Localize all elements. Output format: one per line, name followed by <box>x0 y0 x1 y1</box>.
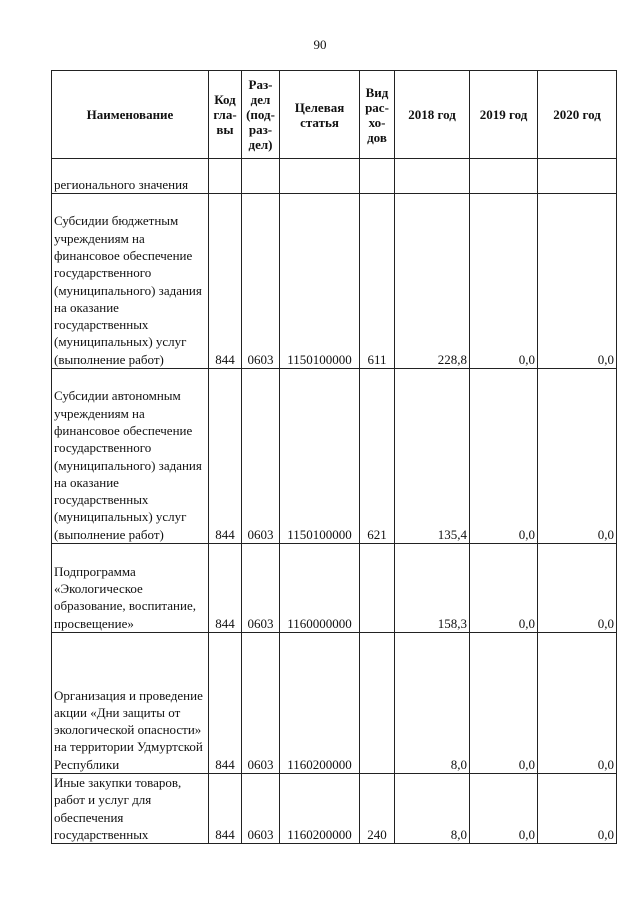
row-2019 <box>470 159 538 194</box>
header-year-2019: 2019 год <box>470 71 538 159</box>
row-2020: 0,0 <box>538 369 617 544</box>
row-2018: 8,0 <box>395 633 470 774</box>
row-section: 0603 <box>242 544 280 633</box>
header-section: Раз-дел (под-раз-дел) <box>242 71 280 159</box>
row-section: 0603 <box>242 633 280 774</box>
row-name: Организация и проведение акции «Дни защиты от экологической опасности» на территории Удмуртской Республики <box>52 633 209 774</box>
row-chapter: 844 <box>209 544 242 633</box>
table-header-row <box>52 71 617 159</box>
table-row <box>52 369 617 544</box>
row-2020: 0,0 <box>538 544 617 633</box>
row-expense-type <box>360 633 395 774</box>
table-row <box>52 194 617 369</box>
row-2019: 0,0 <box>470 544 538 633</box>
row-2020: 0,0 <box>538 194 617 369</box>
page-number: 90 <box>313 37 327 52</box>
row-2019: 0,0 <box>470 633 538 774</box>
row-2020: 0,0 <box>538 633 617 774</box>
header-expense-type: Вид рас-хо-дов <box>360 71 395 159</box>
row-section: 0603 <box>242 774 280 844</box>
row-chapter <box>209 159 242 194</box>
row-section: 0603 <box>242 194 280 369</box>
row-target: 1160200000 <box>280 774 360 844</box>
header-chapter-code: Код гла-вы <box>209 71 242 159</box>
row-name: Иные закупки товаров, работ и услуг для обеспечения государственных <box>52 774 209 844</box>
budget-table <box>51 70 617 844</box>
row-target: 1160000000 <box>280 544 360 633</box>
row-name: Подпрограмма «Экологическое образование, воспитание, просвещение» <box>52 544 209 633</box>
row-chapter: 844 <box>209 369 242 544</box>
table-row <box>52 633 617 774</box>
row-2018: 158,3 <box>395 544 470 633</box>
row-2019: 0,0 <box>470 774 538 844</box>
row-2018 <box>395 159 470 194</box>
row-chapter: 844 <box>209 774 242 844</box>
row-2018: 135,4 <box>395 369 470 544</box>
row-name: регионального значения <box>52 159 209 194</box>
row-2020 <box>538 159 617 194</box>
table-row <box>52 774 617 844</box>
row-2019: 0,0 <box>470 369 538 544</box>
table-row <box>52 159 617 194</box>
header-year-2018: 2018 год <box>395 71 470 159</box>
row-target <box>280 159 360 194</box>
row-chapter: 844 <box>209 194 242 369</box>
row-name: Субсидии автономным учреждениям на финансовое обеспечение государственного (муниципального) задания на оказание государственных (муниципальных) услуг (выполнение работ) <box>52 369 209 544</box>
row-2018: 8,0 <box>395 774 470 844</box>
row-2019: 0,0 <box>470 194 538 369</box>
row-expense-type: 611 <box>360 194 395 369</box>
row-target: 1160200000 <box>280 633 360 774</box>
row-expense-type <box>360 544 395 633</box>
row-expense-type: 240 <box>360 774 395 844</box>
row-name: Субсидии бюджетным учреждениям на финансовое обеспечение государственного (муниципального) задания на оказание государственных (муниципальных) услуг (выполнение работ) <box>52 194 209 369</box>
row-expense-type: 621 <box>360 369 395 544</box>
row-target: 1150100000 <box>280 194 360 369</box>
header-year-2020: 2020 год <box>538 71 617 159</box>
header-name: Наименование <box>52 71 209 159</box>
row-section: 0603 <box>242 369 280 544</box>
row-section <box>242 159 280 194</box>
table-row <box>52 544 617 633</box>
row-2018: 228,8 <box>395 194 470 369</box>
row-2020: 0,0 <box>538 774 617 844</box>
row-chapter: 844 <box>209 633 242 774</box>
row-target: 1150100000 <box>280 369 360 544</box>
row-expense-type <box>360 159 395 194</box>
header-target-article: Целевая статья <box>280 71 360 159</box>
